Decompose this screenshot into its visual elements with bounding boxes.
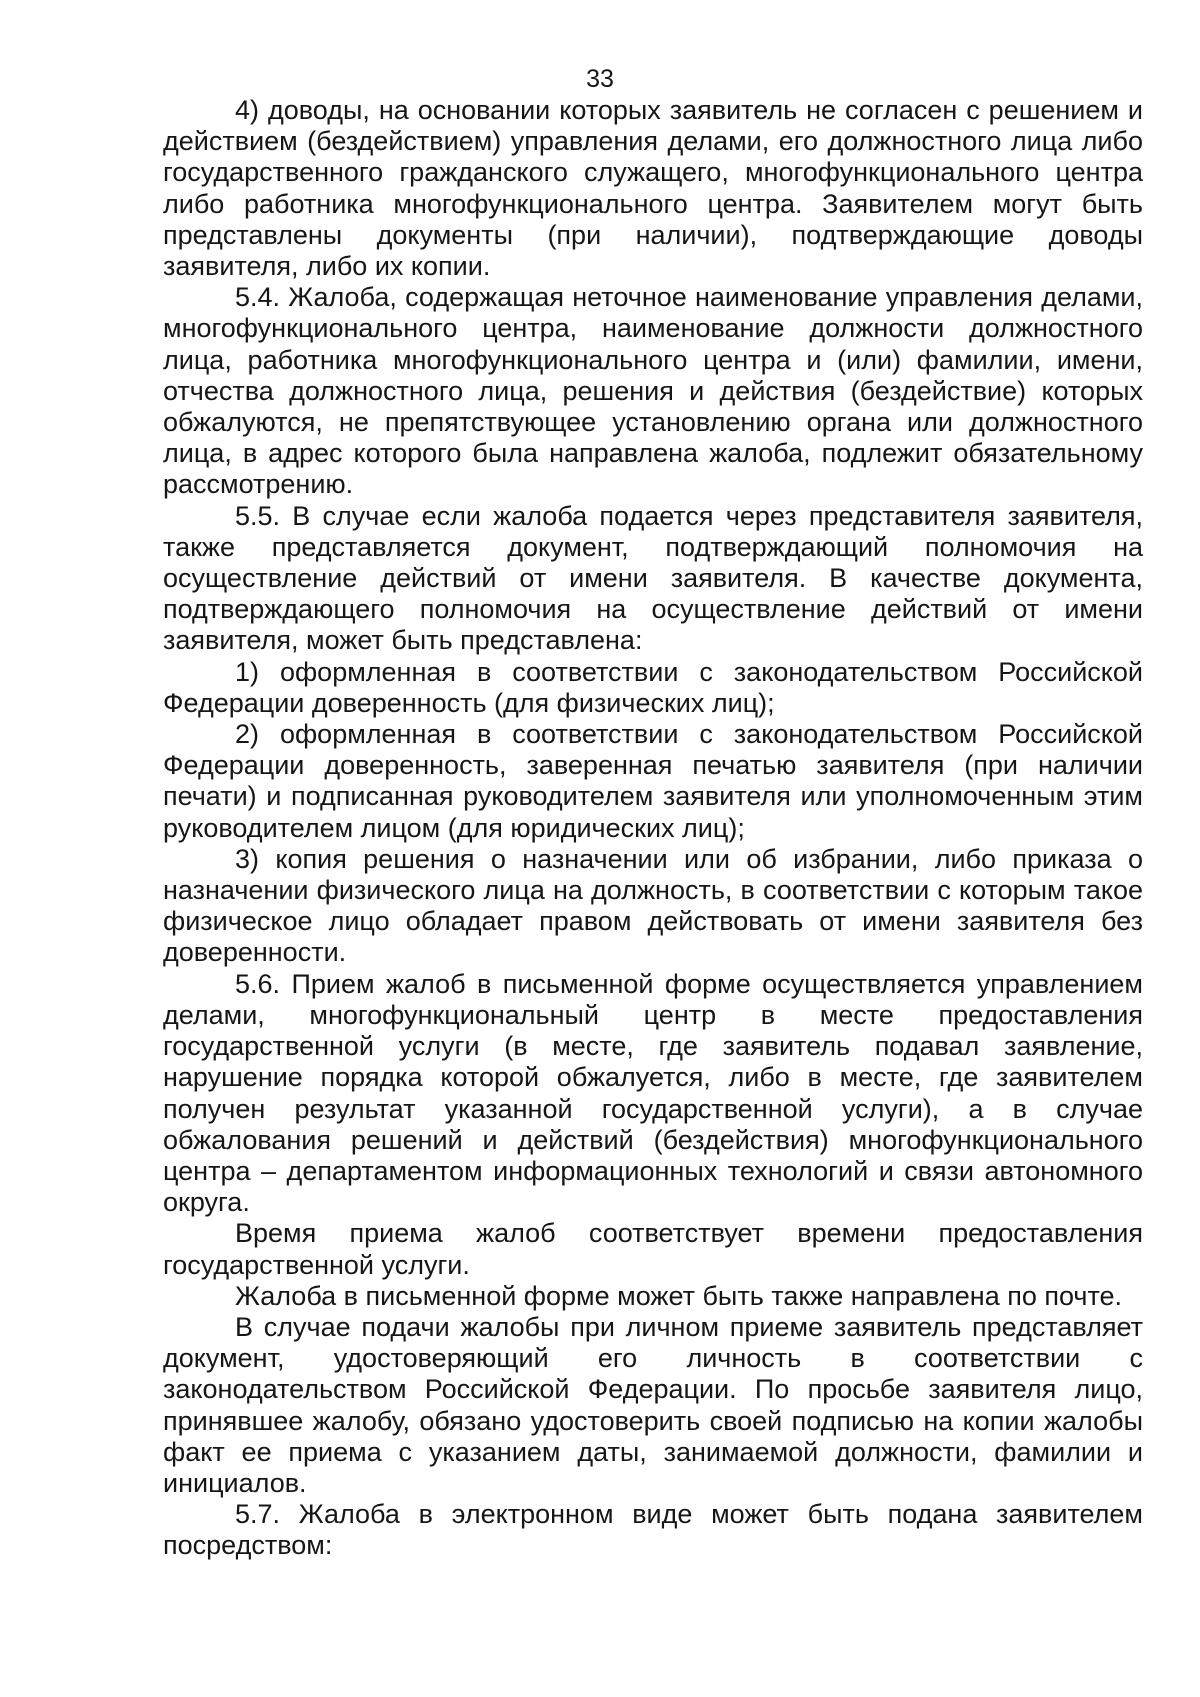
paragraph-personal-reception: В случае подачи жалобы при личном приеме заявитель представляет документ, удостоверяющий его личность в соответствии с законодательством Российской Федерации. По просьбе заявителя лицо, принявшее жалобу, обязано удостоверить своей подписью на копии жалобы факт ее приема с указанием даты, занимаемой должности, фамилии и инициалов. bbox=[163, 1311, 1143, 1498]
paragraph-item-1-power-of-attorney-individuals: 1) оформленная в соответствии с законодательством Российской Федерации доверенность (для физических лиц); bbox=[163, 656, 1143, 718]
paragraph-item-4-arguments: 4) доводы, на основании которых заявитель не согласен с решением и действием (бездействием) управления делами, его должностного лица либо государственного гражданского служащего, многофункционального центра либо работника многофункционального центра. Заявителем могут быть представлены документы (при наличии), подтверждающие доводы заявителя, либо их копии. bbox=[163, 95, 1143, 282]
paragraph-5-4: 5.4. Жалоба, содержащая неточное наименование управления делами, многофункционального центра, наименование должности должностного лица, работника многофункционального центра и (или) фамилии, имени, отчества должностного лица, решения и действия (бездействие) которых обжалуются, не препятствующее установлению органа или должностного лица, в адрес которого была направлена жалоба, подлежит обязательному рассмотрению. bbox=[163, 282, 1143, 500]
paragraph-item-3-appointment-decision-copy: 3) копия решения о назначении или об избрании, либо приказа о назначении физического лица на должность, в соответствии с которым такое физическое лицо обладает правом действовать от имени заявителя без доверенности. bbox=[163, 843, 1143, 968]
paragraph-5-7: 5.7. Жалоба в электронном виде может быть подана заявителем посредством: bbox=[163, 1499, 1143, 1561]
document-body bbox=[163, 95, 1143, 1562]
paragraph-complaint-by-mail: Жалоба в письменной форме может быть также направлена по почте. bbox=[235, 1280, 1123, 1311]
paragraph-5-6: 5.6. Прием жалоб в письменной форме осуществляется управлением делами, многофункциональный центр в месте предоставления государственной услуги (в месте, где заявитель подавал заявление, нарушение порядка которой обжалуется, либо в месте, где заявителем получен результат указанной государственной услуги), а в случае обжалования решений и действий (бездействия) многофункционального центра – департаментом информационных технологий и связи автономного округа. bbox=[163, 968, 1143, 1218]
paragraph-5-5: 5.5. В случае если жалоба подается через представителя заявителя, также представляется документ, подтверждающий полномочия на осуществление действий от имени заявителя. В качестве документа, подтверждающего полномочия на осуществление действий от имени заявителя, может быть представлена: bbox=[163, 500, 1143, 656]
paragraph-complaint-reception-time: Время приема жалоб соответствует времени предоставления государственной услуги. bbox=[163, 1218, 1143, 1280]
paragraph-item-2-power-of-attorney-legal-entities: 2) оформленная в соответствии с законодательством Российской Федерации доверенность, заверенная печатью заявителя (при наличии печати) и подписанная руководителем заявителя или уполномоченным этим руководителем лицом (для юридических лиц); bbox=[163, 719, 1143, 843]
page-number: 33 bbox=[586, 65, 614, 93]
